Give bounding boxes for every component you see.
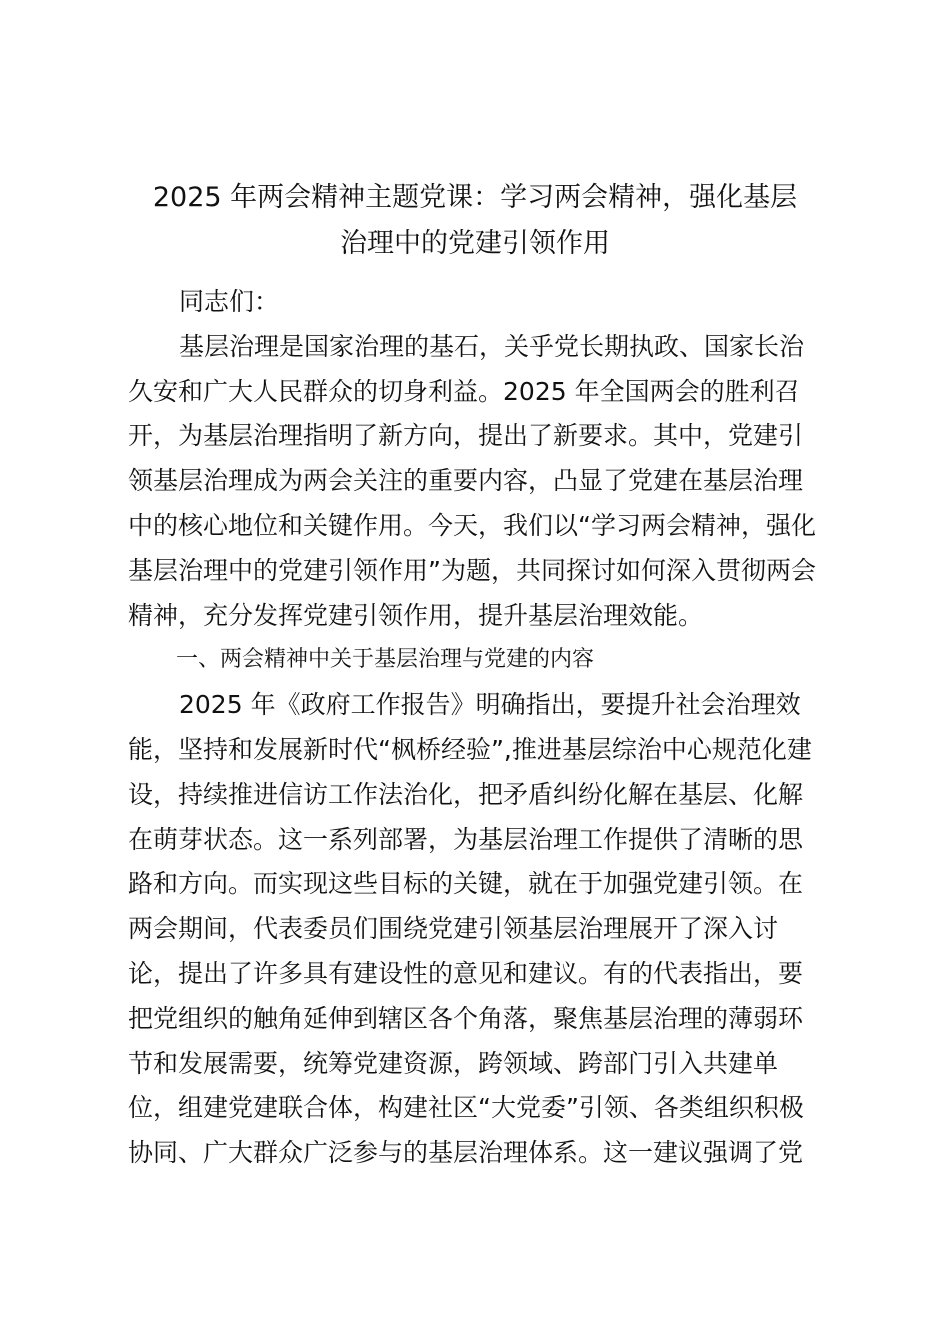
paragraph-line: 两会期间，代表委员们围绕党建引领基层治理展开了深入讨 (128, 914, 779, 944)
section-heading: 一、两会精神中关于基层治理与党建的内容 (176, 647, 595, 673)
paragraph-line: 在萌芽状态。这一系列部署，为基层治理工作提供了清晰的思 (128, 824, 804, 854)
paragraph-line: 节和发展需要，统筹党建资源，跨领域、跨部门引入共建单 (128, 1048, 779, 1078)
paragraph-line: 精神，充分发挥党建引领作用，提升基层治理效能。 (128, 600, 704, 630)
paragraph-line: 开，为基层治理指明了新方向，提出了新要求。其中，党建引 (128, 421, 804, 451)
paragraph-section1 (128, 683, 833, 1176)
paragraph-line: 把党组织的触角延伸到辖区各个角落，聚焦基层治理的薄弱环 (128, 1003, 804, 1033)
title-line: 2025 年两会精神主题党课：学习两会精神，强化基层 (152, 182, 798, 213)
paragraph-intro (128, 325, 833, 639)
paragraph-line: 能，坚持和发展新时代“枫桥经验”,推进基层综治中心规范化建 (128, 734, 812, 764)
paragraph-line: 基层治理是国家治理的基石，关乎党长期执政、国家长治 (179, 331, 805, 361)
paragraph-line: 2025 年《政府工作报告》明确指出，要提升社会治理效 (179, 690, 801, 720)
paragraph-line: 基层治理中的党建引领作用”为题，共同探讨如何深入贯彻两会 (128, 555, 816, 585)
document-title (110, 175, 840, 267)
paragraph-line: 路和方向。而实现这些目标的关键，就在于加强党建引领。在 (128, 869, 804, 899)
salutation: 同志们： (179, 287, 280, 316)
paragraph-line: 中的核心地位和关键作用。今天，我们以“学习两会精神，强化 (128, 510, 816, 540)
paragraph-line: 领基层治理成为两会关注的重要内容，凸显了党建在基层治理 (128, 466, 804, 496)
paragraph-line: 论，提出了许多具有建设性的意见和建议。有的代表指出，要 (128, 958, 804, 988)
paragraph-line: 协同、广大群众广泛参与的基层治理体系。这一建议强调了党 (128, 1138, 804, 1168)
document-body (128, 280, 833, 1176)
paragraph-line: 久安和广大人民群众的切身利益。2025 年全国两会的胜利召 (128, 376, 800, 406)
paragraph-line: 位，组建党建联合体，构建社区“大党委”引领、各类组织积极 (128, 1093, 804, 1123)
paragraph-line: 设，持续推进信访工作法治化，把矛盾纠纷化解在基层、化解 (128, 779, 804, 809)
title-line: 治理中的党建引领作用 (340, 228, 610, 259)
